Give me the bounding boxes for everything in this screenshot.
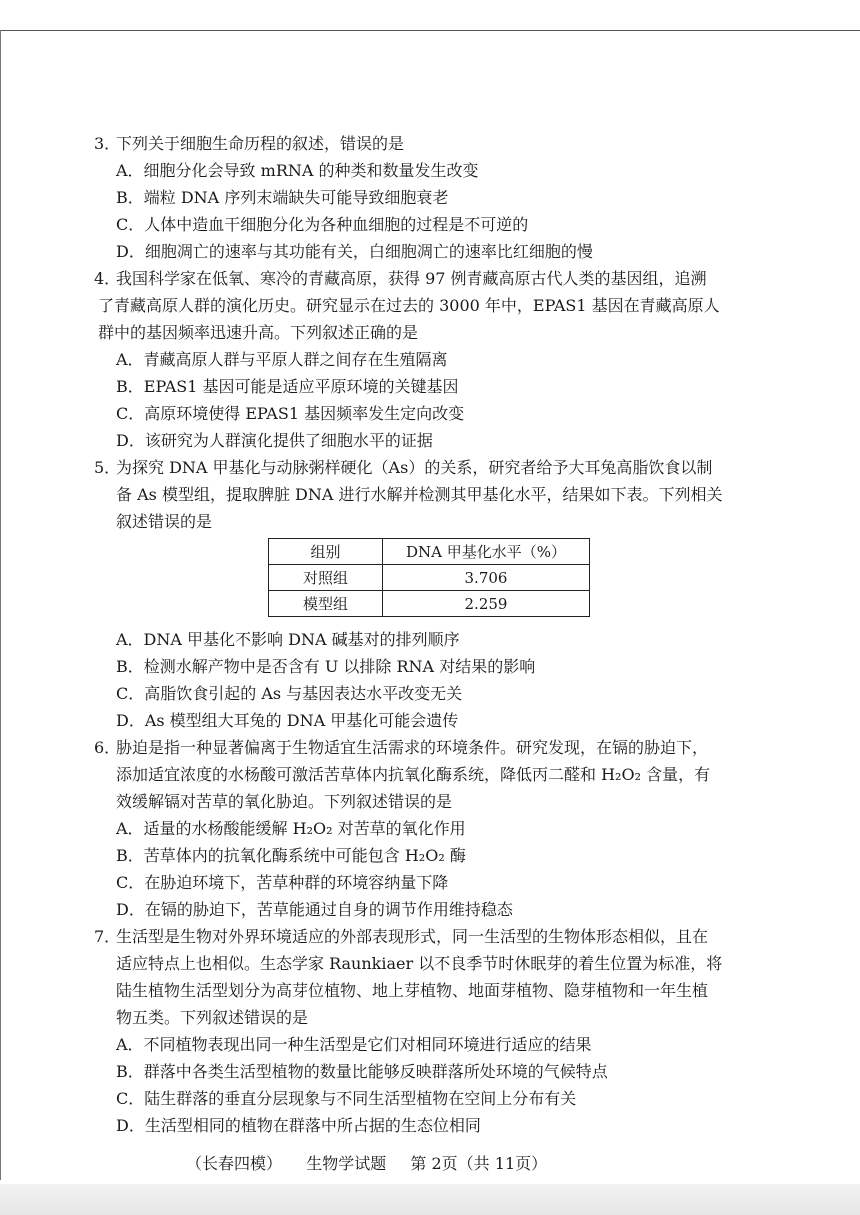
question-4-option-c: C．高原环境使得 EPAS1 基因频率发生定向改变 (116, 404, 465, 423)
question-4-stem-line-3: 群中的基因频率迅速升高。下列叙述正确的是 (98, 323, 419, 342)
question-3-number: 3． (94, 134, 121, 153)
footer-page-number: 第 2页（共 11页） (410, 1154, 548, 1173)
table-cell-group: 模型组 (269, 591, 383, 617)
question-3-option-b: B．端粒 DNA 序列末端缺失可能导致细胞衰老 (116, 188, 449, 207)
footer-exam-name: （长春四模） (186, 1154, 283, 1173)
question-3-option-a: A．细胞分化会导致 mRNA 的种类和数量发生改变 (116, 161, 479, 180)
question-7-option-b: B．群落中各类生活型植物的数量比能够反映群落所处环境的气候特点 (116, 1062, 608, 1081)
question-4-stem-line-2: 了青藏高原人群的演化历史。研究显示在过去的 3000 年中，EPAS1 基因在青藏高原人 (98, 296, 720, 315)
question-5-option-c: C．高脂饮食引起的 As 与基因表达水平改变无关 (116, 684, 463, 703)
question-4-option-a: A．青藏高原人群与平原人群之间存在生殖隔离 (116, 350, 448, 369)
question-7-option-c: C．陆生群落的垂直分层现象与不同生活型植物在空间上分布有关 (116, 1089, 577, 1108)
question-6-stem-line-2: 添加适宜浓度的水杨酸可激活苦草体内抗氧化酶系统，降低丙二醛和 H₂O₂ 含量，有 (116, 765, 711, 784)
question-3-option-d: D．细胞凋亡的速率与其功能有关，白细胞凋亡的速率比红细胞的慢 (116, 242, 593, 261)
question-6-option-b: B．苦草体内的抗氧化酶系统中可能包含 H₂O₂ 酶 (116, 846, 466, 865)
question-5-option-d: D．As 模型组大耳兔的 DNA 甲基化可能会遗传 (116, 711, 459, 730)
page-top-border (0, 30, 860, 31)
question-4-option-b: B．EPAS1 基因可能是适应平原环境的关键基因 (116, 377, 459, 396)
question-5-option-b: B．检测水解产物中是否含有 U 以排除 RNA 对结果的影响 (116, 657, 536, 676)
question-6-stem-line-1: 胁迫是指一种显著偏离于生物适宜生活需求的环境条件。研究发现，在镉的胁迫下， (116, 738, 709, 757)
question-5-option-a: A．DNA 甲基化不影响 DNA 碱基对的排列顺序 (116, 630, 460, 649)
question-6-stem-line-3: 效缓解镉对苦草的氧化胁迫。下列叙述错误的是 (116, 792, 453, 811)
table-row (269, 591, 590, 617)
table-cell-group: 对照组 (269, 565, 383, 591)
question-3-option-c: C．人体中造血干细胞分化为各种血细胞的过程是不可逆的 (116, 215, 529, 234)
question-4-number: 4． (94, 269, 121, 288)
question-7-stem-line-1: 生活型是生物对外界环境适应的外部表现形式，同一生活型的生物体形态相似，且在 (116, 927, 709, 946)
table-header-methylation: DNA 甲基化水平（%） (383, 539, 590, 565)
question-6-number: 6． (94, 738, 121, 757)
question-7-stem-line-2: 适应特点上也相似。生态学家 Raunkiaer 以不良季节时休眠芽的着生位置为标准，将 (116, 954, 723, 973)
question-5-stem-line-2: 备 As 模型组，提取脾脏 DNA 进行水解并检测其甲基化水平，结果如下表。下列相关 (116, 485, 723, 504)
methylation-table (268, 538, 590, 617)
question-5-number: 5． (94, 458, 121, 477)
question-5-stem-line-3: 叙述错误的是 (116, 512, 213, 531)
table-header-row (269, 539, 590, 565)
question-7-stem-line-3: 陆生植物生活型划分为高芽位植物、地上芽植物、地面芽植物、隐芽植物和一年生植 (116, 981, 709, 1000)
question-7-number: 7． (94, 927, 121, 946)
question-7-option-d: D．生活型相同的植物在群落中所占据的生态位相同 (116, 1116, 481, 1135)
footer-subject: 生物学试题 (306, 1154, 387, 1173)
question-4-stem-line-1: 我国科学家在低氧、寒冷的青藏高原，获得 97 例青藏高原古代人类的基因组，追溯 (116, 269, 707, 288)
page-left-border (0, 30, 1, 1180)
page-footer (186, 1153, 547, 1175)
table-header-group: 组别 (269, 539, 383, 565)
question-4-option-d: D．该研究为人群演化提供了细胞水平的证据 (116, 431, 433, 450)
question-5-stem-line-1: 为探究 DNA 甲基化与动脉粥样硬化（As）的关系，研究者给予大耳兔高脂饮食以制 (116, 458, 713, 477)
table-cell-value: 3.706 (383, 565, 590, 591)
question-6-option-c: C．在胁迫环境下，苦草种群的环境容纳量下降 (116, 873, 449, 892)
scan-bottom-shade (0, 1184, 860, 1215)
table-cell-value: 2.259 (383, 591, 590, 617)
question-6-option-a: A．适量的水杨酸能缓解 H₂O₂ 对苦草的氧化作用 (116, 819, 466, 838)
question-6-option-d: D．在镉的胁迫下，苦草能通过自身的调节作用维持稳态 (116, 900, 513, 919)
question-7-stem-line-4: 物五类。下列叙述错误的是 (116, 1008, 309, 1027)
table-row (269, 565, 590, 591)
question-7-option-a: A．不同植物表现出同一种生活型是它们对相同环境进行适应的结果 (116, 1035, 592, 1054)
question-3-stem: 下列关于细胞生命历程的叙述，错误的是 (116, 134, 405, 153)
